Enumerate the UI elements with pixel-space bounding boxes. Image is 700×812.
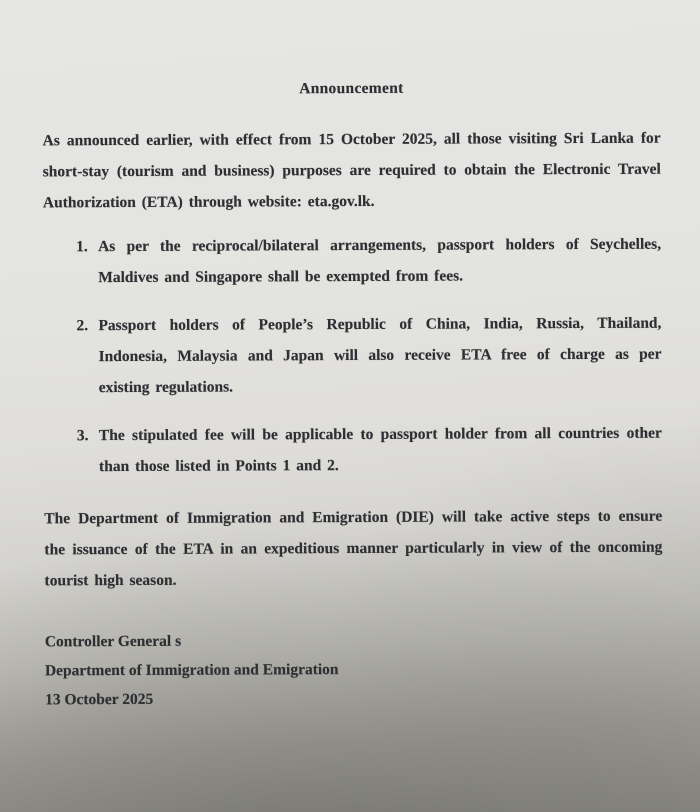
- signature-name: Controller General s: [44, 632, 182, 651]
- list-item-1-number: 1.: [76, 238, 88, 256]
- list-item-2-text: Passport holders of People’s Republic of China, India, Russia, Thailand, Indonesia, Malaysia and Japan will also receive ETA free of charge as per existing regulations.: [98, 314, 662, 397]
- signature-department: Department of Immigration and Emigration: [44, 661, 339, 680]
- document-title: Announcement: [299, 79, 404, 98]
- signature-block: [45, 625, 663, 715]
- list-item-3-number: 3.: [76, 427, 89, 445]
- signature-date: 13 October 2025: [45, 690, 154, 709]
- list-item-2-number: 2.: [76, 317, 89, 335]
- list-item-1-text: As per the reciprocal/bilateral arrangements, passport holders of Seychelles, Maldives and Singapore shall be exempted from fees.: [98, 235, 662, 287]
- announcement-document: [42, 0, 663, 714]
- list-item-3: [77, 418, 662, 483]
- list-item-2: [76, 308, 661, 404]
- intro-paragraph: As announced earlier, with effect from 15 October 2025, all those visiting Sri Lanka for short-stay (tourism and business) purposes are required to obtain the Electronic Travel Authorization (ETA) through website: eta.gov.lk.: [42, 129, 661, 212]
- closing-paragraph: The Department of Immigration and Emigration (DIE) will take active steps to ensure the issuance of the ETA in an expeditious manner particularly in view of the oncoming tourist high season.: [44, 507, 663, 590]
- numbered-list: [43, 229, 662, 483]
- list-item-1: [76, 229, 661, 294]
- list-item-3-text: The stipulated fee will be applicable to passport holder from all countries other than those listed in Points 1 and 2.: [98, 424, 662, 476]
